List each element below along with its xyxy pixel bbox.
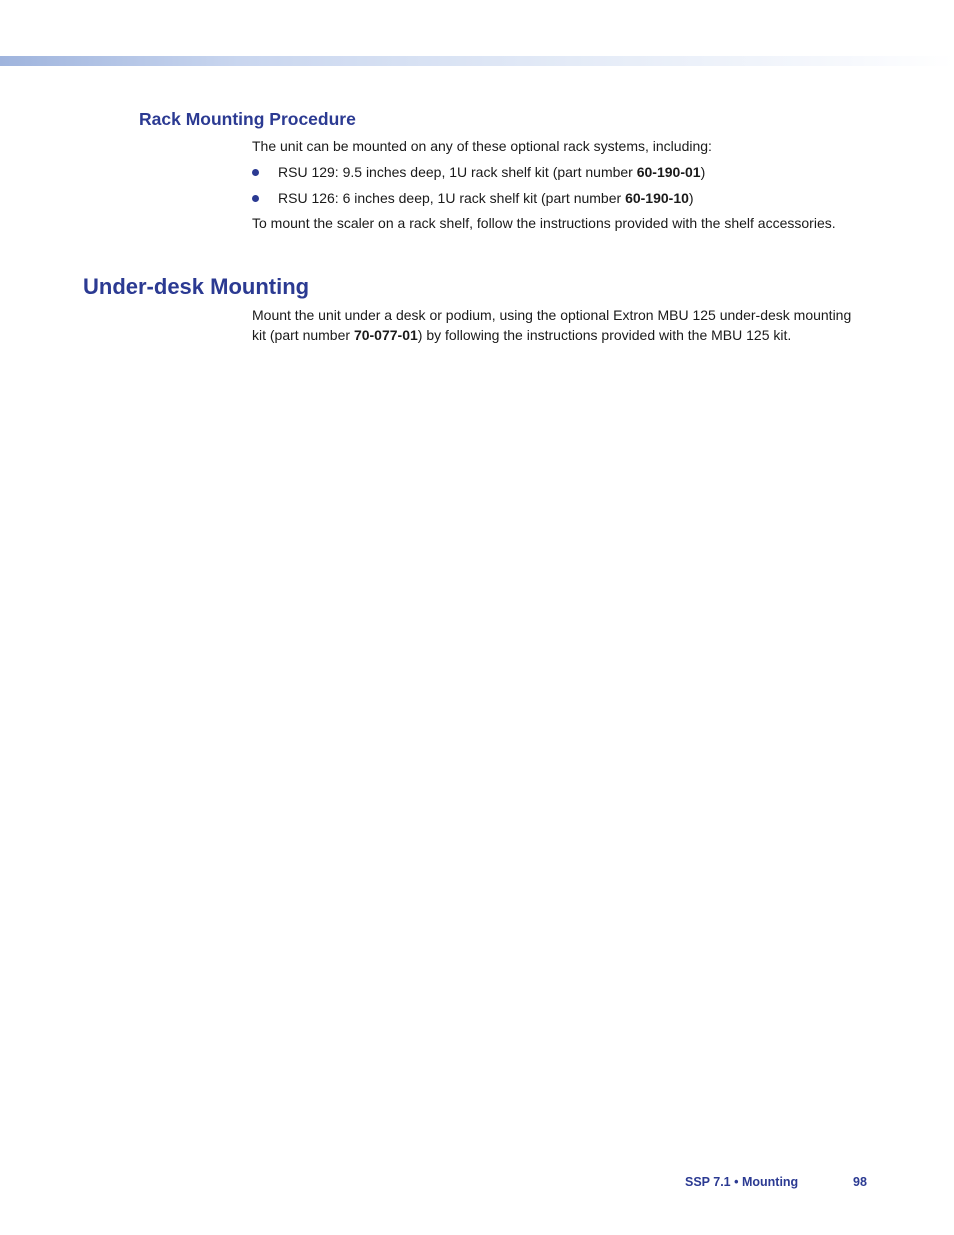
list-item-text: RSU 126: 6 inches deep, 1U rack shelf kit (part number xyxy=(278,190,626,206)
under-desk-paragraph xyxy=(252,306,852,345)
bullet-icon xyxy=(252,169,259,176)
rack-outro-paragraph: To mount the scaler on a rack shelf, follow the instructions provided with the shelf accessories. xyxy=(252,215,836,231)
page-number: 98 xyxy=(853,1175,867,1189)
section-heading-under-desk-mounting: Under-desk Mounting xyxy=(83,274,310,299)
list-item-close: ) xyxy=(688,190,694,206)
list-item-close: ) xyxy=(700,164,706,180)
part-number: 60-190-10 xyxy=(625,190,689,206)
list-item xyxy=(252,163,852,183)
under-desk-text-after: ) by following the instructions provided with the MBU 125 kit. xyxy=(417,326,792,343)
section-heading-rack-mounting: Rack Mounting Procedure xyxy=(139,109,356,129)
part-number: 60-190-01 xyxy=(636,164,701,180)
header-gradient-bar xyxy=(0,56,954,66)
footer-section-label: SSP 7.1 • Mounting xyxy=(685,1175,799,1189)
bullet-icon xyxy=(252,195,259,202)
list-item xyxy=(252,189,852,209)
rack-intro-paragraph: The unit can be mounted on any of these optional rack systems, including: xyxy=(252,138,712,154)
under-desk-text-before: Mount the unit under a desk or podium, using the optional Extron MBU 125 under-desk mounting kit (part number xyxy=(252,307,852,343)
list-item-text: RSU 129: 9.5 inches deep, 1U rack shelf kit (part number xyxy=(278,164,637,180)
part-number: 70-077-01 xyxy=(353,326,418,343)
